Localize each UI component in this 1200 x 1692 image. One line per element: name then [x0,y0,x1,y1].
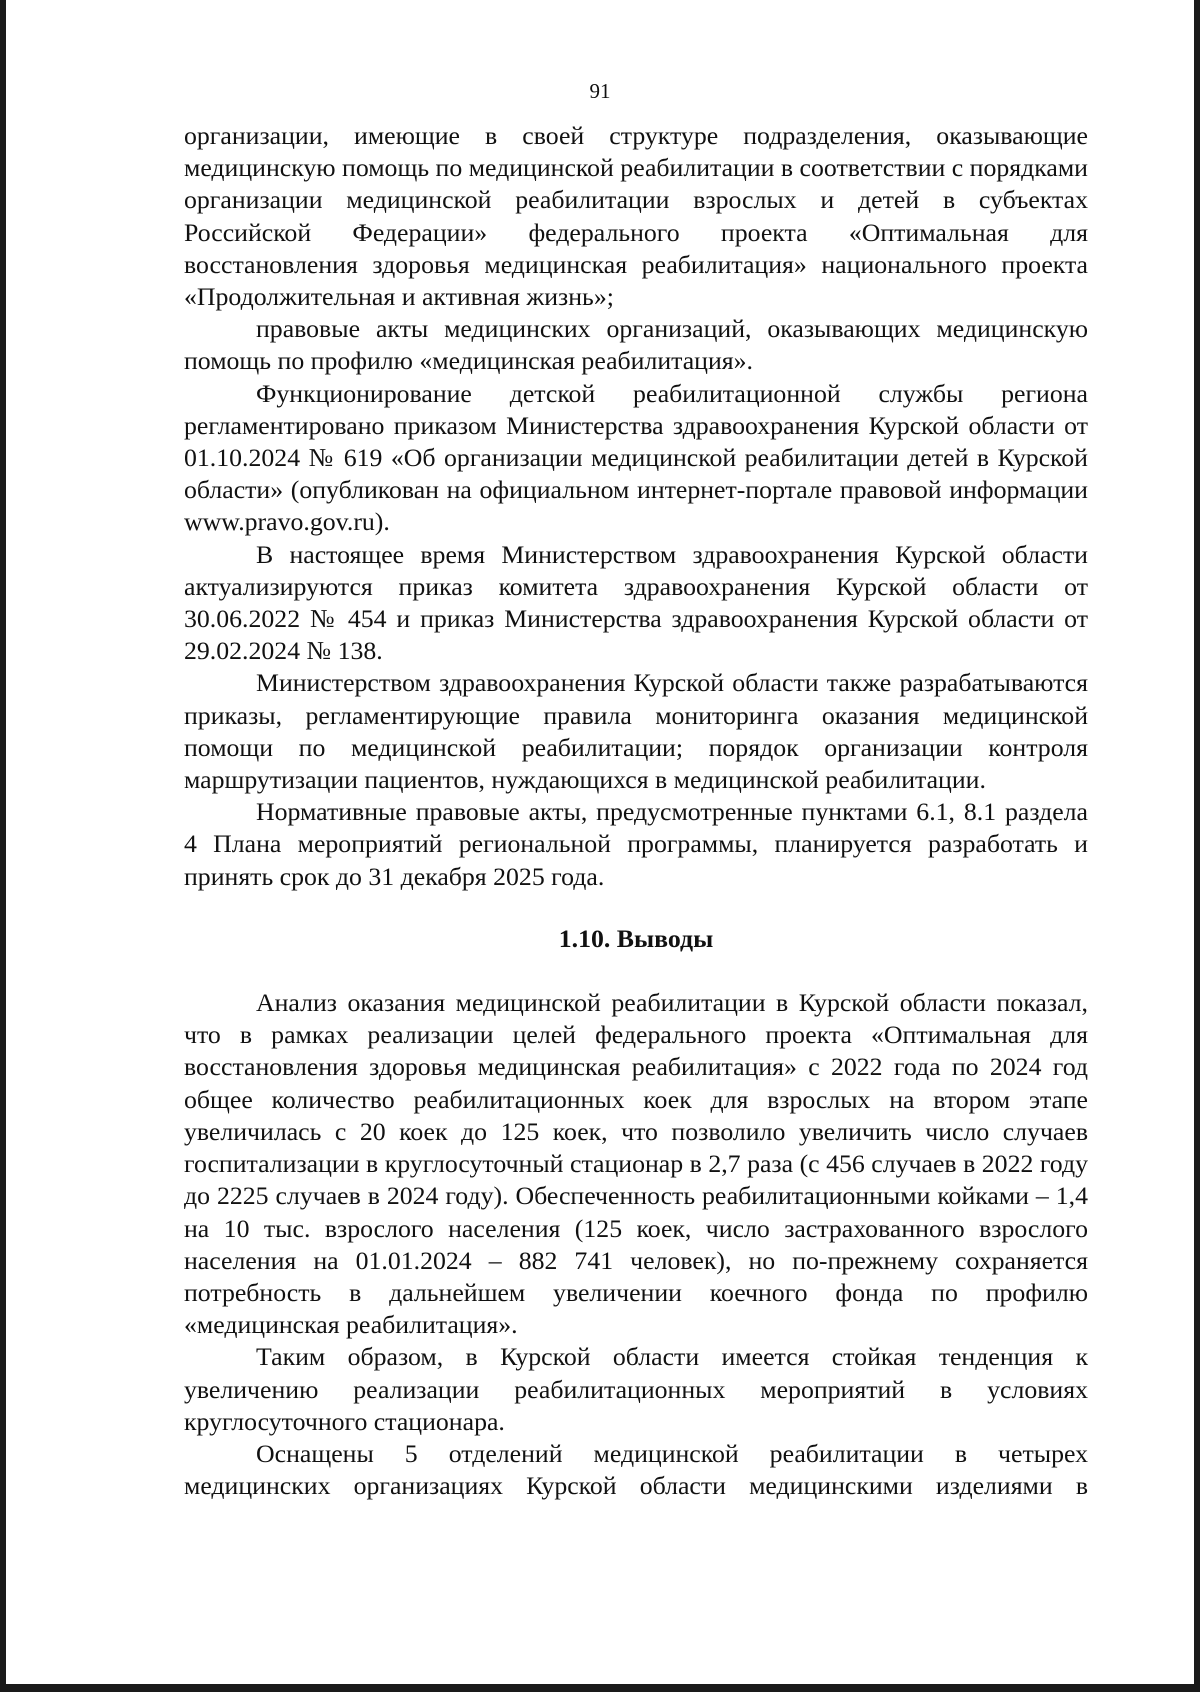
paragraph: Функционирование детской реабилитационной службы региона регламентировано приказом Министерства здравоохранения Курской области от 01.10.2024 № 619 «Об организации медицинской реабилитации детей в Курской области» (опубликован на официальном интернет-портале правовой информации www.pravo.gov.ru). [184,378,1088,537]
paragraph-continuation: организации, имеющие в своей структуре подразделения, оказывающие медицинскую помощь по медицинской реабилитации в соответствии с порядками организации медицинской реабилитации взрослых и детей в субъектах Российской Федерации» федерального проекта «Оптимальная для восстановления здоровья медицинская реабилитация» национального проекта «Продолжительная и активная жизнь»; [184,121,1088,312]
paragraph: Министерством здравоохранения Курской области также разрабатываются приказы, регламентирующие правила мониторинга оказания медицинской помощи по медицинской реабилитации; порядок организации контроля маршрутизации пациентов, нуждающихся в медицинской реабилитации. [184,668,1088,795]
paragraph: Таким образом, в Курской области имеется стойкая тенденция к увеличению реализации реабилитационных мероприятий в условиях круглосуточного стационара. [184,1342,1088,1436]
section-heading: 1.10. Выводы [558,923,714,953]
document-body [184,120,1088,1502]
page-number: 91 [589,79,611,103]
paragraph-continues-next-page: Оснащены 5 отделений медицинской реабилитации в четырех медицинских организациях Курской области медицинскими изделиями в [184,1438,1088,1501]
paragraph: Анализ оказания медицинской реабилитации в Курской области показал, что в рамках реализации целей федерального проекта «Оптимальная для восстановления здоровья медицинская реабилитация» с 2022 года по 2024 год общее количество реабилитационных коек для взрослых на втором этапе увеличилась с 20 коек до 125 коек, что позволило увеличить число случаев госпитализации в круглосуточный стационар в 2,7 раза (с 456 случаев в 2022 году до 2225 случаев в 2024 году). Обеспеченность реабилитационными койками – 1,4 на 10 тыс. взрослого населения (125 коек, число застрахованного взрослого населения на 01.01.2024 – 882 741 человек), но по-прежнему сохраняется потребность в дальнейшем увеличении коечного фонда по профилю «медицинская реабилитация». [184,988,1088,1340]
scan-border-bottom [0,1684,1200,1692]
scan-border-left [0,0,6,1692]
scan-border-right [1194,0,1200,1692]
paragraph: В настоящее время Министерством здравоохранения Курской области актуализируются приказ комитета здравоохранения Курской области от 30.06.2022 № 454 и приказ Министерства здравоохранения Курской области от 29.02.2024 № 138. [184,539,1088,666]
paragraph: правовые акты медицинских организаций, оказывающих медицинскую помощь по профилю «медицинская реабилитация». [184,314,1088,376]
paragraph: Нормативные правовые акты, предусмотренные пунктами 6.1, 8.1 раздела 4 Плана мероприятий региональной программы, планируется разработать и принять срок до 31 декабря 2025 года. [184,797,1088,891]
